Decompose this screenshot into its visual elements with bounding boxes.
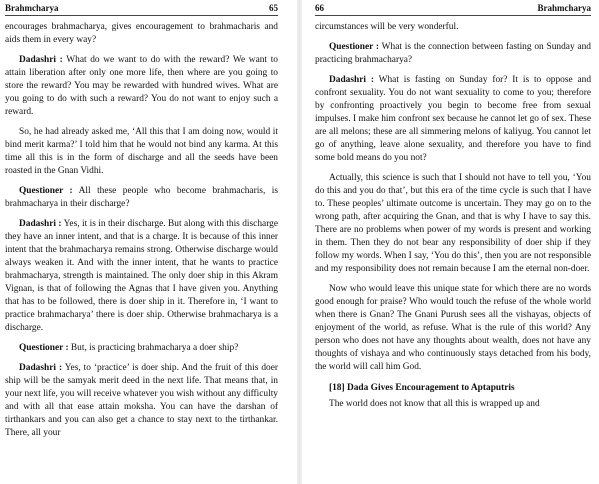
- left-page-number: 65: [269, 3, 278, 13]
- speaker-label: Dadashri :: [19, 55, 63, 65]
- book-gutter: [297, 0, 302, 484]
- paragraph: Questioner : But, is practicing brahmacharya a doer ship?: [19, 343, 239, 353]
- left-page-body: [5, 21, 278, 440]
- paragraph: So, he had already asked me, ‘All this that I am doing now, would it bind merit karma?’ I told him that he would not bind any karma. At this time all this is in the form of discharge and all the seeds have been roasted in the Gnan Vidhi.: [5, 127, 278, 176]
- speaker-label: Questioner :: [19, 343, 69, 353]
- speaker-label: Dadashri :: [19, 363, 63, 373]
- paragraph: Questioner : All these people who become brahmacharis, is brahmacharya in their discharge?: [5, 186, 279, 209]
- left-page-header: [5, 3, 278, 16]
- left-header-title: Brahmcharya: [5, 3, 59, 13]
- speaker-label: Questioner :: [19, 186, 73, 196]
- paragraph: circumstances will be very wonderful.: [315, 22, 459, 32]
- paragraph: Dadashri : What is fasting on Sunday for? It is to oppose and confront sexuality. You do not want sexuality to come to you; therefore by confronting proactively you begin to become free from sexual impulses. I make him confront sex because he cannot let go of sex. These are all melons; these are all simmering melons of kaliyug. You cannot let go of anything, leave alone sexuality, and therefore you have to find some bold means do you not?: [315, 75, 592, 163]
- paragraph: Now who would leave this unique state for which there are no words good enough for praise? Who would touch the refuse of the whole world when there is Gnan? The Gnani Purush sees all the vishayas, objects of enjoyment of the world, as refuse. What is the rule of this world? Any person who does not have any thoughts about wealth, does not have any thoughts of vishaya and who continuously stays detached from his body, the world will call him God.: [315, 284, 591, 372]
- right-page-body: [315, 21, 591, 411]
- paragraph: Dadashri : Yes, it is in their discharge. But along with this discharge they have an inner intent, and that is a charge. It is because of this inner intent that the brahmacharya remains strong. Otherwise discharge would always weaken it. And with the inner intent, that he wants to practice brahmacharya, strength is maintained. The only doer ship in this Akram Vignan, is that of following the Agnas that I have given you. Anything that has to be followed, there is doer ship in it. Therefore in, ‘I want to practice brahmacharya’ there is doer ship. Otherwise brahmacharya is a discharge.: [5, 219, 278, 333]
- section-heading: [18] Dada Gives Encouragement to Aptaputris: [329, 383, 515, 393]
- right-header-title: Brahmcharya: [537, 3, 591, 13]
- paragraph: The world does not know that all this is wrapped up and: [329, 399, 540, 409]
- left-page: [0, 0, 293, 484]
- speaker-label: Dadashri :: [329, 75, 374, 85]
- paragraph: Actually, this science is such that I should not have to tell you, ‘You do this and you do that’, but this era of the time cycle is such that I have to. These peoples’ ultimate outcome is uncertain. They may go on to the wrong path, after acquiring the Gnan, and that is why I have to say this. There are no problems when power of my words is present and working in them. Then they do not bear any responsibility of doer ship if they follow my words. When I say, ‘You do this’, then you are not responsible and my responsibility does not remain because I am the eternal non-doer.: [315, 173, 591, 274]
- paragraph: Questioner : What is the connection between fasting on Sunday and practicing brahmacharya?: [315, 42, 591, 65]
- right-page-number: 66: [315, 3, 324, 13]
- right-page-header: [315, 3, 591, 16]
- paragraph: Dadashri : Yes, to ‘practice’ is doer ship. And the fruit of this doer ship will be the samyak merit deed in the next life. That means that, in your next life, you will receive whatever you wish without any difficulty and with all that ease attain moksha. You can have the darshan of tirthankars and you can also get a chance to stay next to the tirthankar. There, all your: [5, 363, 279, 438]
- right-page: [306, 0, 599, 484]
- paragraph: Dadashri : What do we want to do with the reward? We want to attain liberation after only one more life, then where are you going to store the reward? You may be rewarded with hundred wives. What are you going to do with such a reward? You do not want to enjoy such a reward.: [5, 55, 278, 117]
- paragraph: encourages brahmacharya, gives encouragement to brahmacharis and aids them in every way?: [5, 22, 278, 45]
- speaker-label: Dadashri :: [19, 219, 62, 229]
- speaker-label: Questioner :: [329, 42, 380, 52]
